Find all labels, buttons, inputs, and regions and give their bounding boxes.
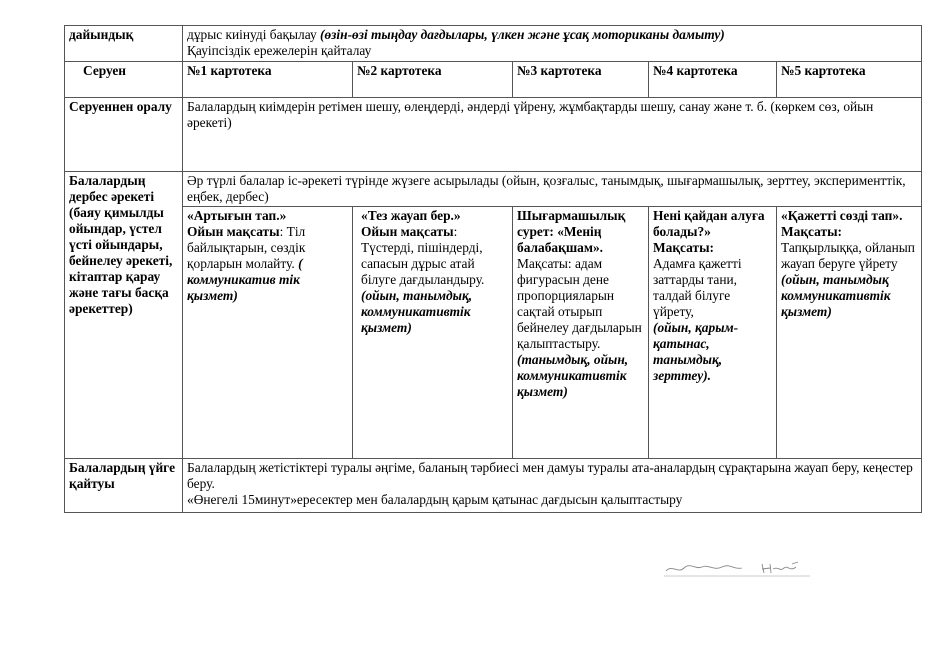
independent-intro: Әр түрлі балалар іс-әрекеті түрінде жүзеге асырылады (ойын, қозғалыс, танымдық, шығармашылық, зерттеу, эксперименттік, еңбек, дербес) <box>183 172 922 207</box>
return-content: Балалардың киімдерін ретімен шешу, өлеңдерді, әндерді үйрену, жұмбақтарды шешу, санау және т. б. (көркем сөз, ойын әрекеті) <box>183 98 922 172</box>
row-label-return: Серуеннен оралу <box>65 98 183 172</box>
game-activity: (танымдық, ойын, коммуникативтік қызмет) <box>517 352 629 399</box>
game-goal-label: Ойын мақсаты <box>361 224 454 239</box>
game-cell-2 <box>353 207 513 459</box>
row-preparation <box>65 26 922 62</box>
row-going-home <box>65 459 922 513</box>
row-return <box>65 98 922 172</box>
game-title: «Тез жауап бер.» <box>361 208 461 223</box>
card-2: №2 картотека <box>353 62 513 98</box>
handwritten-signature <box>662 558 812 580</box>
row-label-going-home: Балалардың үйге қайтуы <box>65 459 183 513</box>
row-label-walk: Серуен <box>65 62 183 98</box>
game-goal-text: Мақсаты: адам фигурасын дене пропорцияларын сақтай отырып бейнелеу дағдыларын қалыптастыру. <box>517 256 642 351</box>
row-label-preparation: дайындық <box>65 26 183 62</box>
game-goal-text: Тапқырлыққа, ойланып жауап беруге үйрету <box>781 240 915 271</box>
going-home-content <box>183 459 922 513</box>
game-activity: ( коммуникатив тік қызмет) <box>187 256 303 303</box>
card-3: №3 картотека <box>513 62 649 98</box>
game-cell-4 <box>649 207 777 459</box>
game-activity: (ойын, танымдық коммуникативтік қызмет) <box>781 272 891 319</box>
plan-table <box>64 25 922 513</box>
game-cell-1 <box>183 207 353 459</box>
preparation-content <box>183 26 922 62</box>
row-independent-intro <box>65 172 922 207</box>
row-label-independent: Балалардың дербес әрекеті (баяу қимылды ойындар, үстел үсті ойындары, бейнелеу әрекеті, кітаптар қарау және тағы басқа әрекеттер) <box>65 172 183 459</box>
game-goal-label: Ойын мақсаты <box>187 224 280 239</box>
game-title: Нені қайдан алуға болады?» <box>653 208 765 239</box>
game-goal-label: Мақсаты: <box>653 240 714 255</box>
card-1: №1 картотека <box>183 62 353 98</box>
card-5: №5 картотека <box>777 62 922 98</box>
game-activity: (ойын, танымдық, коммуникативтік қызмет) <box>361 288 473 335</box>
fifteen-minutes-text: «Өнегелі 15минут»ересектер мен балалардың қарым қатынас дағдысын қалыптастыру <box>187 492 683 507</box>
game-title: Шығармашылық сурет: «Менің балабақшам». <box>517 208 626 255</box>
going-home-text: Балалардың жетістіктері туралы әңгіме, баланың тәрбиесі мен дамуы туралы ата-аналардың сұрақтарына жауап беру, кеңестер беру. <box>187 460 913 491</box>
card-4: №4 картотека <box>649 62 777 98</box>
game-goal-text: : Түстерді, пішіндерді, сапасын дұрыс атай білуге дағдыландыру. <box>361 224 485 287</box>
row-independent-games <box>65 207 922 459</box>
row-walk <box>65 62 922 98</box>
game-goal-label: Мақсаты: <box>781 224 842 239</box>
game-title: «Артығын тап.» <box>187 208 287 223</box>
safety-rules-text: Қауіпсіздік ережелерін қайталау <box>187 43 372 58</box>
game-goal-text: Адамға қажетті заттарды тани, талдай білуге үйрету, <box>653 256 742 319</box>
game-title: «Қажетті сөзді тап». <box>781 208 903 223</box>
game-goal-text: : Тіл байлықтарын, сөздік қорларын молайту. <box>187 224 306 271</box>
game-cell-5 <box>777 207 922 459</box>
game-cell-3 <box>513 207 649 459</box>
prep-text: дұрыс киінуді бақылау <box>187 27 321 42</box>
game-activity: (ойын, қарым-қатынас, танымдық, зерттеу). <box>653 320 739 383</box>
prep-skills: (өзін-өзі тыңдау дағдылары, үлкен және ұсақ моториканы дамыту) <box>320 27 725 42</box>
